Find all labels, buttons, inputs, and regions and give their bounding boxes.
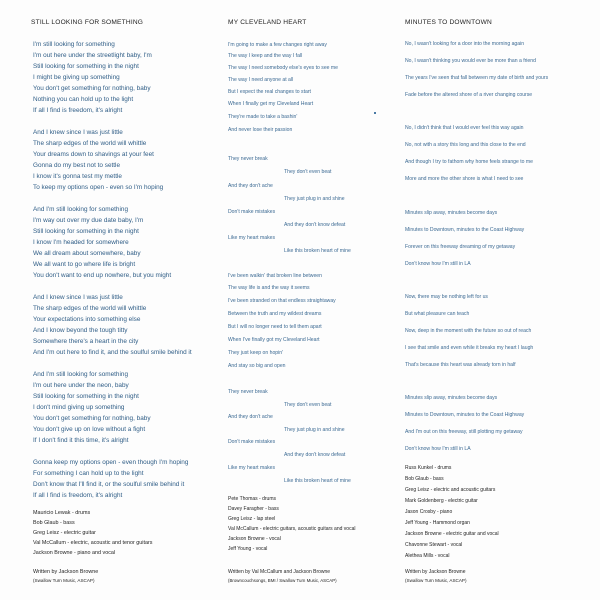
credit-line: Davey Faragher - bass bbox=[228, 506, 279, 512]
lyric-line: No, I wasn't thinking you would ever be more than a friend bbox=[405, 58, 536, 64]
lyric-line: If all I find is freedom, it's alright bbox=[33, 492, 123, 499]
lyric-line: They never break bbox=[228, 389, 268, 395]
lyric-line: Like my heart makes bbox=[228, 235, 275, 241]
credit-line: Alethea Mills - vocal bbox=[405, 553, 450, 559]
lyric-line: I might be giving up something bbox=[33, 74, 120, 81]
lyric-line: And I'm out on this freeway, still plotting my getaway bbox=[405, 429, 523, 435]
credit-line: Mark Goldenberg - electric guitar bbox=[405, 498, 478, 504]
stray-mark bbox=[374, 112, 376, 114]
credit-line: Greg Leisz - electric guitar bbox=[33, 530, 96, 536]
lyric-line: I've been walkin' that broken line between bbox=[228, 273, 322, 279]
lyric-line: They're made to take a bashin' bbox=[228, 114, 298, 120]
lyric-line: You don't give up on love without a fight bbox=[33, 426, 146, 433]
lyric-line: And I'm still looking for something bbox=[33, 206, 128, 213]
lyric-line: The years I've seen that fall between my date of birth and yours bbox=[405, 75, 549, 81]
credit-line: Jackson Browne - piano and vocal bbox=[33, 550, 116, 556]
lyric-line: The way I need anyone at all bbox=[228, 77, 294, 83]
credit-line: Pete Thomas - drums bbox=[228, 496, 276, 502]
lyric-line: I don't mind giving up something bbox=[33, 404, 125, 411]
lyric-line: We all want to go where life is bright bbox=[33, 261, 136, 268]
lyric-line: They never break bbox=[228, 156, 268, 162]
lyric-line: Fade before the altered shore of a river changing course bbox=[405, 92, 533, 98]
lyric-line: You don't want to end up nowhere, but you might bbox=[33, 272, 172, 279]
lyric-line: The sharp edges of the world will whittle bbox=[33, 305, 147, 312]
lyric-line: Your dreams down to shavings at your feet bbox=[33, 151, 154, 158]
lyric-line: I'm out here under the streetlight baby, I'm bbox=[33, 52, 152, 59]
song-title: STILL LOOKING FOR SOMETHING bbox=[31, 19, 144, 26]
publisher: (Browncouchsongs, BMI / Swallow Turn Music, ASCAP) bbox=[228, 578, 337, 583]
credit-line: Val McCallum - electric guitars, acoustic guitars and vocal bbox=[228, 526, 356, 532]
lyric-line: And they don't ache bbox=[228, 414, 273, 420]
lyric-line: Don't know how I'm still in LA bbox=[405, 446, 471, 452]
lyric-line: I'm still looking for something bbox=[33, 41, 115, 48]
credit-line: Chavonne Stewart - vocal bbox=[405, 542, 463, 548]
publisher: (Swallow Turn Music, ASCAP) bbox=[33, 578, 95, 583]
lyric-line: Don't make mistakes bbox=[228, 439, 276, 445]
credit-line: Mauricio Lewak - drums bbox=[33, 510, 91, 516]
lyric-line: I know it's gonna test my mettle bbox=[33, 173, 122, 180]
lyric-line: If I don't find it this time, it's alright bbox=[33, 437, 129, 444]
lyric-line: If all I find is freedom, it's alright bbox=[33, 107, 123, 114]
lyric-line: The sharp edges of the world will whittle bbox=[33, 140, 147, 147]
lyric-line: And never lose their passion bbox=[228, 127, 293, 133]
lyric-line: And I'm still looking for something bbox=[33, 371, 128, 378]
lyric-line: When I finally get my Cleveland Heart bbox=[228, 101, 314, 107]
lyric-line: Now, there may be nothing left for us bbox=[405, 294, 488, 300]
credit-line: Jeff Young - Hammond organ bbox=[405, 520, 470, 526]
lyric-line: The way I need somebody else's eyes to see me bbox=[228, 65, 338, 71]
lyric-line: That's because this heart was already torn in half bbox=[405, 362, 516, 368]
lyric-line: Don't know that I'll find it, or the soulful smile behind it bbox=[33, 481, 185, 488]
lyric-line: Minutes to Downtown, minutes to the Coast Highway bbox=[405, 412, 525, 418]
lyric-line: You don't get something for nothing, baby bbox=[33, 415, 151, 422]
lyric-line: Minutes slip away, minutes become days bbox=[405, 210, 498, 216]
credit-line: Jackson Browne - vocal bbox=[228, 536, 281, 542]
lyric-line: Forever on this freeway dreaming of my getaway bbox=[405, 244, 516, 250]
writer-credit: Written by Jackson Browne bbox=[33, 569, 99, 575]
lyric-line: I know I'm headed for somewhere bbox=[33, 239, 129, 246]
lyric-line: No, not with a story this long and this close to the end bbox=[405, 142, 526, 148]
credit-line: Jeff Young - vocal bbox=[228, 546, 268, 552]
song-title: MINUTES TO DOWNTOWN bbox=[405, 19, 492, 26]
lyric-line: Gonna do my best not to settle bbox=[33, 162, 121, 169]
lyric-line: They just plug in and shine bbox=[284, 196, 345, 202]
lyric-line: Don't know how I'm still in LA bbox=[405, 261, 471, 267]
lyric-line: And I know beyond the tough titty bbox=[33, 327, 128, 334]
lyric-line: They just keep on hopin' bbox=[228, 350, 284, 356]
lyric-line: I'm going to make a few changes right away bbox=[228, 42, 327, 48]
lyric-line: The way life is and the way it seems bbox=[228, 285, 310, 291]
lyric-line: Between the truth and my wildest dreams bbox=[228, 311, 322, 317]
lyric-line: Still looking for something in the night bbox=[33, 228, 139, 235]
lyric-line: I see that smile and even while it breaks my heart I laugh bbox=[405, 345, 534, 351]
lyric-line: Minutes slip away, minutes become days bbox=[405, 395, 498, 401]
credit-line: Jason Crosby - piano bbox=[405, 509, 453, 515]
lyric-line: No, I wasn't looking for a door into the morning again bbox=[405, 41, 525, 47]
credit-line: Bob Glaub - bass bbox=[33, 520, 75, 526]
lyric-line: We all dream about somewhere, baby bbox=[33, 250, 141, 257]
lyric-line: But I expect the real changes to start bbox=[228, 89, 311, 95]
song-title: MY CLEVELAND HEART bbox=[228, 19, 307, 26]
credit-line: Jackson Browne - electric guitar and vocal bbox=[405, 531, 499, 537]
lyric-line: Still looking for something in the night bbox=[33, 63, 139, 70]
lyric-line: They don't even beat bbox=[284, 169, 332, 175]
lyric-line: More and more the other shore is what I need to see bbox=[405, 176, 524, 182]
lyric-line: I'm way out over my due date baby, I'm bbox=[33, 217, 144, 224]
lyric-line: You don't get something for nothing, baby bbox=[33, 85, 151, 92]
lyric-line: The way I keep and the way I fall bbox=[228, 53, 303, 59]
lyric-line: And I'm out here to find it, and the soulful smile behind it bbox=[33, 349, 192, 356]
lyric-line: When I've finally got my Cleveland Heart bbox=[228, 337, 320, 343]
lyric-line: And they don't know defeat bbox=[284, 452, 346, 458]
lyric-line: I'm out here under the neon, baby bbox=[33, 382, 129, 389]
lyric-line: And I knew since I was just little bbox=[33, 294, 123, 301]
lyric-line: Nothing you can hold up to the light bbox=[33, 96, 134, 103]
lyric-line: Gonna keep my options open - even though I'm hoping bbox=[33, 459, 189, 466]
credit-line: Val McCallum - electric, acoustic and tenor guitars bbox=[33, 540, 153, 546]
lyric-line: Don't make mistakes bbox=[228, 209, 276, 215]
lyric-line: I've been stranded on that endless straightaway bbox=[228, 298, 336, 304]
lyric-line: And they don't know defeat bbox=[284, 222, 346, 228]
lyric-line: Your expectations into something else bbox=[33, 316, 141, 323]
lyric-line: They don't even beat bbox=[284, 402, 332, 408]
lyric-line: And stay so big and open bbox=[228, 363, 286, 369]
lyric-line: And they don't ache bbox=[228, 183, 273, 189]
lyric-line: But what pleasure can teach bbox=[405, 311, 470, 317]
writer-credit: Written by Jackson Browne bbox=[405, 569, 466, 575]
credit-line: Bob Glaub - bass bbox=[405, 476, 444, 482]
writer-credit: Written by Val McCallum and Jackson Browne bbox=[228, 569, 331, 575]
lyric-line: Minutes to Downtown, minutes to the Coast Highway bbox=[405, 227, 525, 233]
lyric-line: Like my heart makes bbox=[228, 465, 275, 471]
lyric-line: Somewhere there's a heart in the city bbox=[33, 338, 139, 345]
credit-line: Greg Leisz - lap steel bbox=[228, 516, 276, 522]
lyric-line: Like this broken heart of mine bbox=[284, 248, 351, 254]
lyric-line: They just plug in and shine bbox=[284, 427, 345, 433]
credit-line: Russ Kunkel - drums bbox=[405, 465, 452, 471]
publisher: (Swallow Turn Music, ASCAP) bbox=[405, 578, 467, 583]
lyric-line: And though I try to fathom why home feels strange to me bbox=[405, 159, 533, 165]
lyric-line: For something I can hold up to the light bbox=[33, 470, 144, 477]
lyric-line: No, I didn't think that I would ever feel this way again bbox=[405, 125, 524, 131]
lyric-line: Now, deep in the moment with the future so out of reach bbox=[405, 328, 532, 334]
lyric-line: Like this broken heart of mine bbox=[284, 478, 351, 484]
lyric-line: And I knew since I was just little bbox=[33, 129, 123, 136]
lyric-line: But I will no longer need to tell them apart bbox=[228, 324, 322, 330]
lyric-line: Still looking for something in the night bbox=[33, 393, 139, 400]
credit-line: Greg Leisz - electric and acoustic guitars bbox=[405, 487, 496, 493]
lyric-line: To keep my options open - even so I'm hoping bbox=[33, 184, 164, 191]
